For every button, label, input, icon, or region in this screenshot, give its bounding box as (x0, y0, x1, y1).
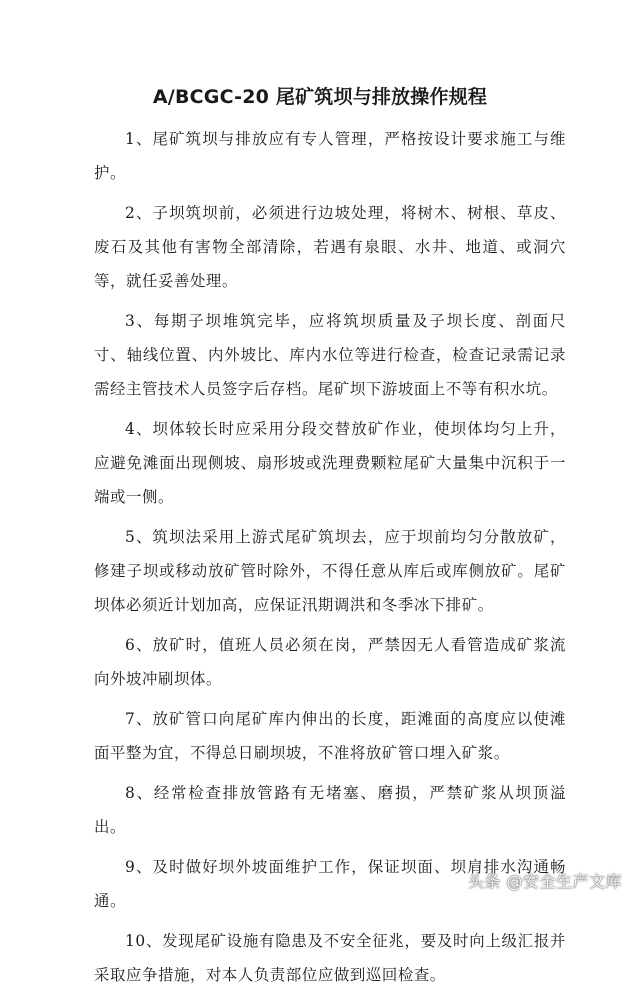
document-title: A/BCGC-20 尾矿筑坝与排放操作规程 (152, 86, 488, 108)
paragraph-10: 10、发现尾矿设施有隐患及不安全征兆，要及时向上级汇报并采取应争措施，对本人负责部位应做到巡回检查。 (94, 932, 566, 984)
paragraph-1: 1、尾矿筑坝与排放应有专人管理，严格按设计要求施工与维护。 (94, 130, 566, 182)
paragraph-3: 3、每期子坝堆筑完毕，应将筑坝质量及子坝长度、剖面尺寸、轴线位置、内外坡比、库内水位等进行检查，检查记录需记录需经主管技术人员签字后存档。尾矿坝下游坡面上不等有积水坑。 (94, 312, 566, 398)
paragraph-8: 8、经常检查排放管路有无堵塞、磨损，严禁矿浆从坝顶溢出。 (94, 784, 566, 836)
document-body (94, 122, 566, 998)
paragraph-5: 5、筑坝法采用上游式尾矿筑坝去，应于坝前均匀分散放矿，修建子坝或移动放矿管时除外，不得任意从库后或库侧放矿。尾矿坝体必须近计划加高，应保证汛期调洪和冬季冰下排矿。 (94, 528, 566, 614)
paragraph-2: 2、子坝筑坝前，必须进行边坡处理，将树木、树根、草皮、废石及其他有害物全部清除，若遇有泉眼、水井、地道、或洞穴等，就任妥善处理。 (94, 204, 566, 290)
source-watermark: 头条 @安全生产文库 (467, 872, 622, 891)
paragraph-9: 9、及时做好坝外坡面维护工作，保证坝面、坝肩排水沟通畅通。 (94, 858, 566, 910)
paragraph-7: 7、放矿管口向尾矿库内伸出的长度，距滩面的高度应以使滩面平整为宜，不得总日刷坝坡，不准将放矿管口埋入矿浆。 (94, 710, 566, 762)
paragraph-4: 4、坝体较长时应采用分段交替放矿作业，使坝体均匀上升，应避免滩面出现侧坡、扇形坡或洗理费颗粒尾矿大量集中沉积于一端或一侧。 (94, 420, 566, 506)
paragraph-6: 6、放矿时，值班人员必须在岗，严禁因无人看管造成矿浆流向外坡冲刷坝体。 (94, 636, 566, 688)
